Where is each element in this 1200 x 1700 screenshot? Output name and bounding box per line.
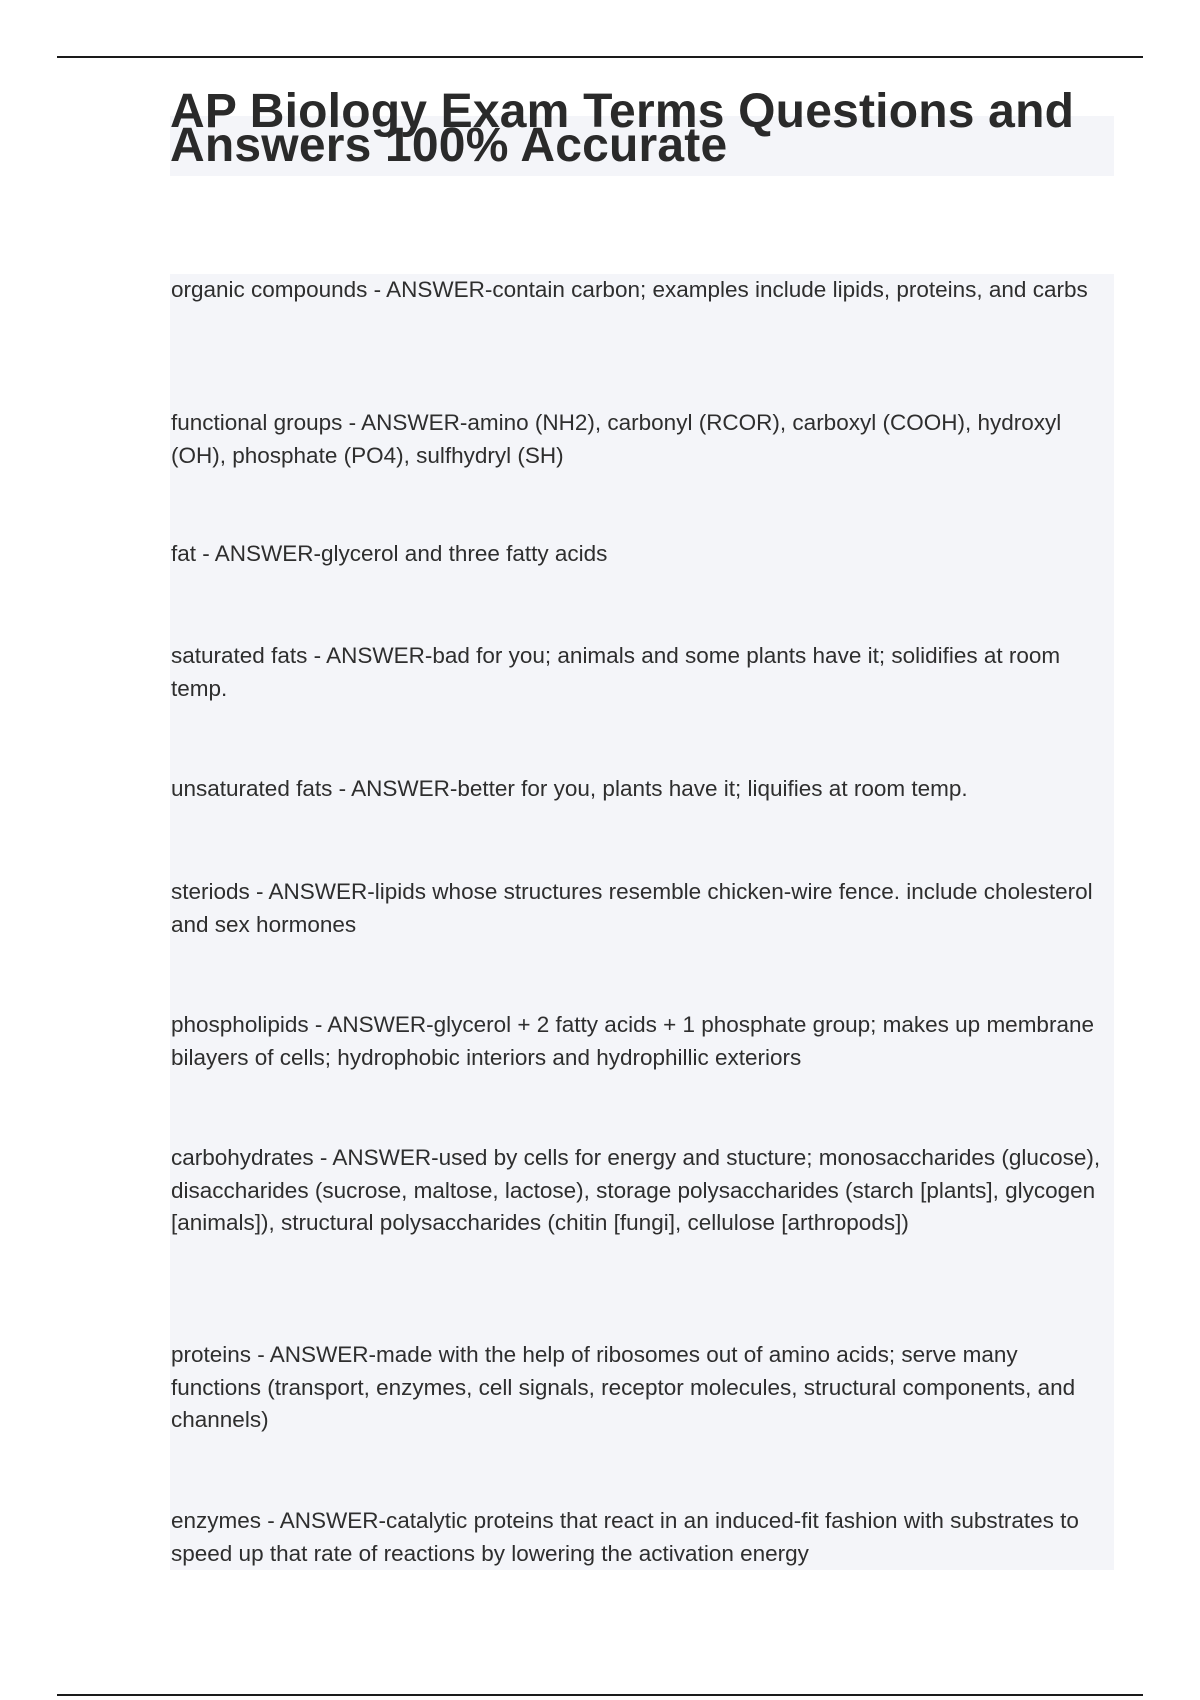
qa-entry-functional-groups: functional groups - ANSWER-amino (NH2), carbonyl (RCOR), carboxyl (COOH), hydroxyl (OH), phosphate (PO4), sulfhydryl (SH): [171, 410, 1062, 468]
top-rule: [57, 56, 1143, 58]
qa-entry-enzymes: enzymes - ANSWER-catalytic proteins that react in an induced-fit fashion with substrates to speed up that rate of reactions by lowering the activation energy: [171, 1508, 1079, 1566]
qa-entry-steroids: steriods - ANSWER-lipids whose structures resemble chicken-wire fence. include cholesterol and sex hormones: [171, 879, 1093, 937]
bottom-rule: [57, 1694, 1143, 1696]
qa-entry-organic-compounds: organic compounds - ANSWER-contain carbon; examples include lipids, proteins, and carbs: [171, 277, 1088, 302]
qa-entry-unsaturated-fats: unsaturated fats - ANSWER-better for you, plants have it; liquifies at room temp.: [171, 776, 968, 801]
qa-entry-saturated-fats: saturated fats - ANSWER-bad for you; animals and some plants have it; solidifies at room temp.: [171, 643, 1061, 701]
qa-entry-fat: fat - ANSWER-glycerol and three fatty acids: [171, 541, 608, 566]
qa-entry-proteins: proteins - ANSWER-made with the help of ribosomes out of amino acids; serve many functions (transport, enzymes, cell signals, receptor molecules, structural components, and channels): [171, 1342, 1076, 1432]
document-title: AP Biology Exam Terms Questions and Answers 100% Accurate: [170, 85, 1075, 172]
qa-entry-phospholipids: phospholipids - ANSWER-glycerol + 2 fatty acids + 1 phosphate group; makes up membrane bilayers of cells; hydrophobic interiors and hydrophillic exteriors: [171, 1012, 1094, 1070]
qa-entry-carbohydrates: carbohydrates - ANSWER-used by cells for energy and stucture; monosaccharides (glucose), disaccharides (sucrose, maltose, lactose), storage polysaccharides (starch [plants], glycogen [animals]), structural polysaccharides (chitin [fungi], cellulose [arthropods]): [171, 1145, 1101, 1235]
